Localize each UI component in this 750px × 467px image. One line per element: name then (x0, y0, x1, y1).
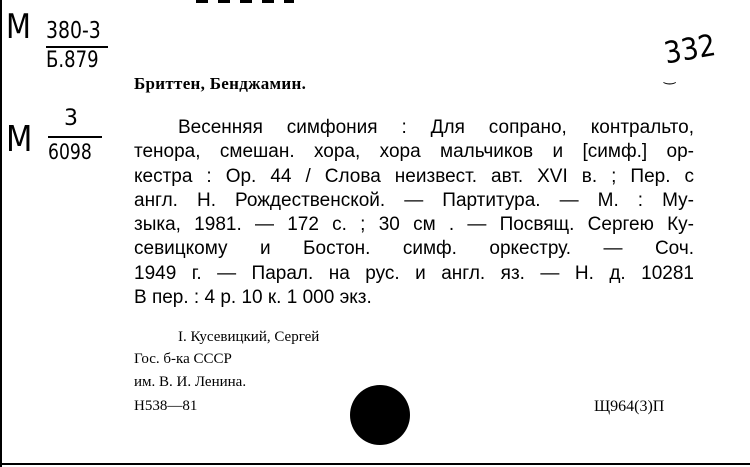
top-border-dash (218, 0, 230, 3)
card-number: Н538—81 (134, 398, 198, 414)
bibliographic-description (134, 116, 694, 310)
library-line-1: Гос. б-ка СССР (134, 351, 232, 367)
description-line: англ. Н. Рождественской. — Партитура. — М. : Му- (134, 189, 694, 211)
library-line-2: им. В. И. Ленина. (134, 374, 247, 390)
call-number-1-letter: M (6, 7, 31, 47)
call-number-1-bottom: Б.879 (46, 48, 99, 73)
call-number-2-fraction-line (48, 136, 102, 138)
call-number-2-top: 3 (64, 106, 78, 131)
punch-hole (350, 385, 410, 445)
left-edge-rule (0, 0, 2, 467)
call-number-2-bottom: 6098 (48, 140, 92, 164)
corner-mark-underline: ‿ (664, 69, 676, 85)
description-line: Весенняя симфония : Для сопрано, контральто, (178, 117, 694, 138)
top-border-dash (240, 0, 252, 3)
author-heading: Бриттен, Бенджамин. (134, 74, 307, 93)
description-line: зыка, 1981. — 172 с. ; 30 см . — Посвящ. Сергею Ку- (134, 214, 694, 236)
top-border-dash (284, 0, 294, 3)
top-border-dash (262, 0, 274, 3)
description-line: севицкому и Бостон. симф. оркестру. — Соч. (134, 238, 694, 260)
description-line: 1949 г. — Парал. на рус. и англ. яз. — Н. д. 10281 (134, 262, 694, 284)
top-border-dash (196, 0, 208, 3)
call-number-2-letter: M (6, 119, 33, 160)
bbk-code: Щ964(3)П (594, 398, 665, 415)
description-line: кестра : Ор. 44 / Слова неизвест. авт. XVI в. ; Пер. с (134, 165, 694, 187)
corner-mark: 332 (661, 28, 719, 72)
bottom-rule (0, 463, 750, 465)
description-line: В пер. : 4 р. 10 к. 1 000 экз. (134, 287, 372, 309)
call-number-1-top: 380-3 (46, 18, 101, 44)
description-line: тенора, смешан. хора, хора мальчиков и [симф.] ор- (134, 141, 694, 163)
added-entry: I. Кусевицкий, Сергей (178, 329, 320, 345)
